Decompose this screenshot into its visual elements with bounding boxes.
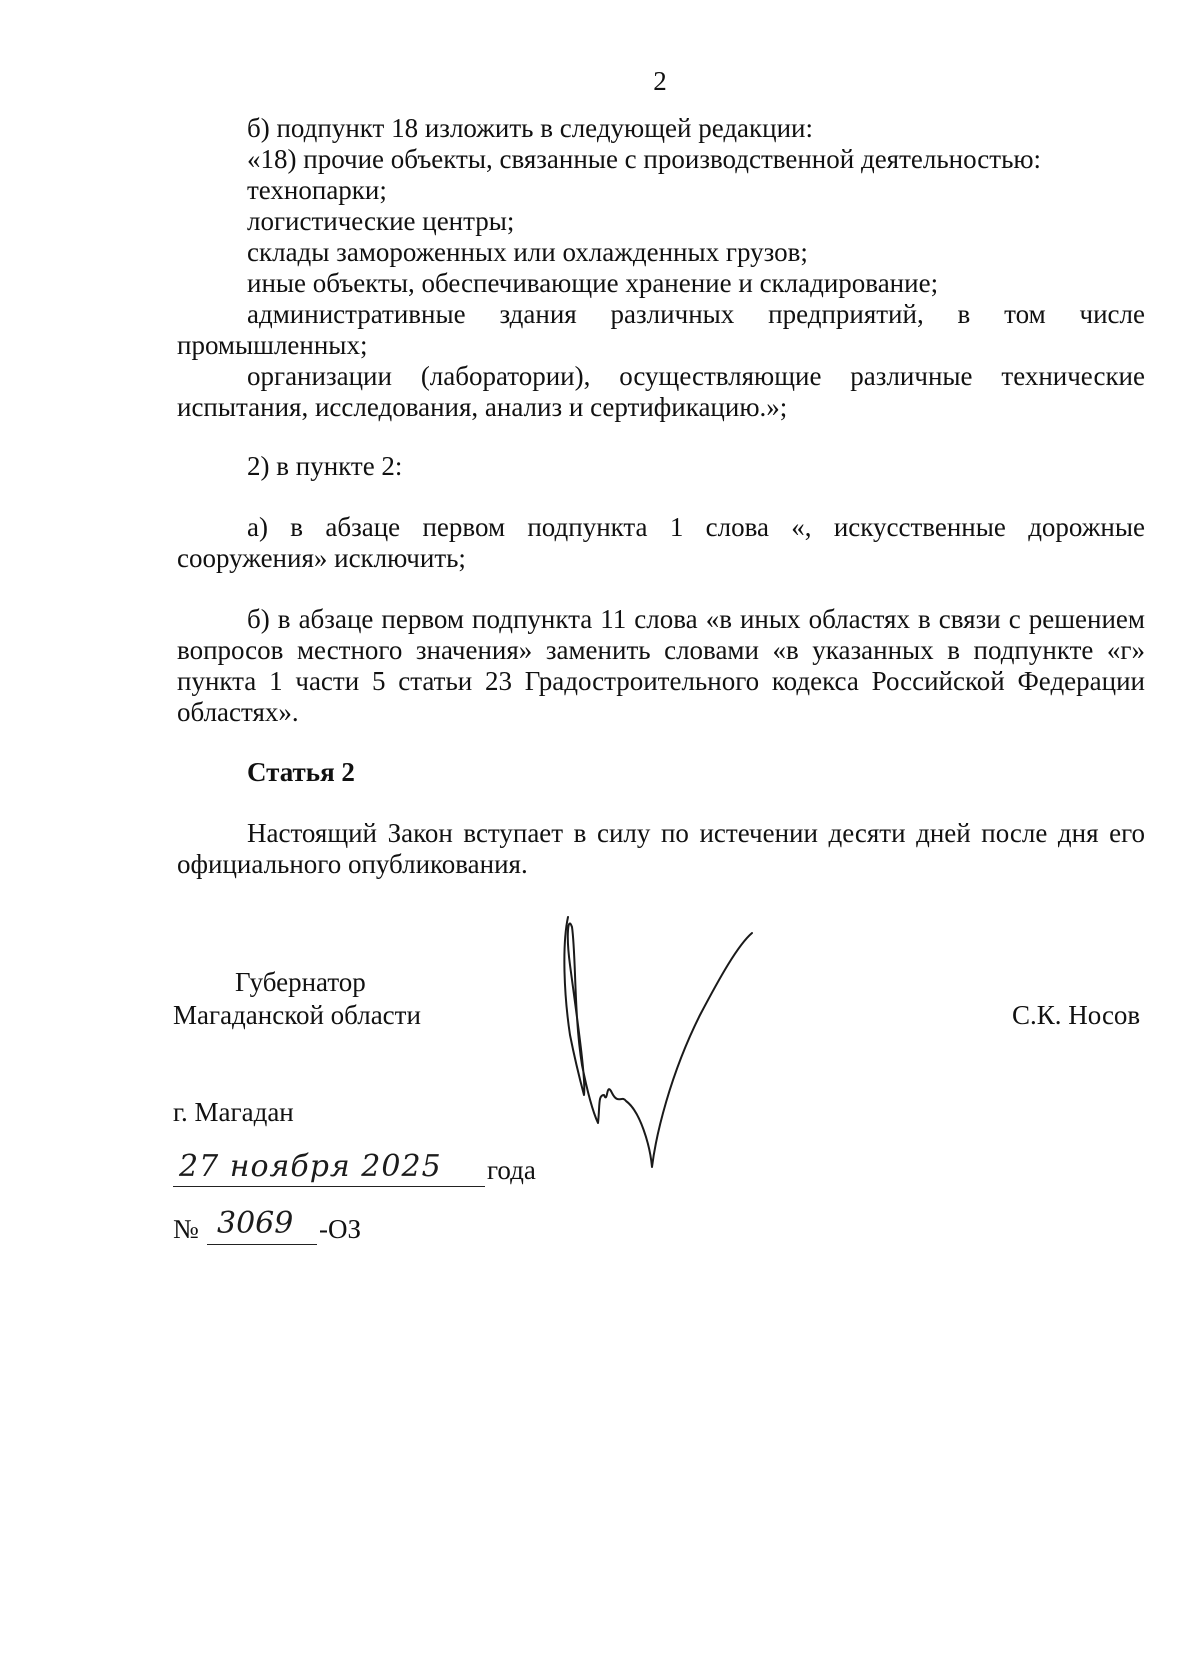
city: г. Магадан [173, 1097, 294, 1127]
paragraph-laboratories: организации (лаборатории), осуществляющие различные технические испытания, исследования, анализ и сертификацию.»; [177, 361, 1145, 422]
number-underline [207, 1244, 317, 1245]
law-number-line [173, 1206, 473, 1253]
page-number: 2 [653, 66, 667, 96]
paragraph-admin-buildings: административные здания различных предприятий, в том числе промышленных; [177, 299, 1145, 360]
paragraph-item-18: «18) прочие объекты, связанные с производственной деятельностью: [247, 144, 1042, 174]
article-heading: Статья 2 [247, 757, 355, 787]
date-suffix: года [487, 1155, 536, 1185]
governor-position [173, 966, 421, 1032]
number-handwritten: 3069 [217, 1206, 294, 1241]
paragraph-warehouses: склады замороженных или охлажденных грузов; [247, 237, 808, 267]
paragraph-item-2: 2) в пункте 2: [247, 451, 403, 481]
number-suffix: -ОЗ [319, 1214, 362, 1244]
position-line-2: Магаданской области [173, 1000, 421, 1030]
signer-name: С.К. Носов [1012, 1000, 1141, 1030]
position-line-1: Губернатор [235, 967, 366, 997]
paragraph-logistics: логистические центры; [247, 206, 515, 236]
date-line [173, 1149, 593, 1194]
paragraph-storage-objects: иные объекты, обеспечивающие хранение и складирование; [247, 268, 939, 298]
number-prefix: № [173, 1214, 199, 1244]
paragraph-subitem-b: б) подпункт 18 изложить в следующей редакции: [247, 113, 814, 143]
handwritten-signature [560, 905, 800, 1185]
date-underline [173, 1186, 485, 1187]
paragraph-subitem-b-2: б) в абзаце первом подпункта 11 слова «в иных областях в связи с решением вопросов местного значения» заменить словами «в указанных в подпункте «г» пункта 1 части 5 статьи 23 Градостроительного кодекса Российской Федерации областях». [177, 604, 1145, 727]
article-text: Настоящий Закон вступает в силу по истечении десяти дней после дня его официального опубликования. [177, 818, 1145, 879]
paragraph-subitem-a: а) в абзаце первом подпункта 1 слова «, искусственные дорожные сооружения» исключить; [177, 512, 1145, 573]
date-handwritten: 27 ноября 2025 [179, 1149, 442, 1184]
paragraph-technoparks: технопарки; [247, 175, 387, 205]
